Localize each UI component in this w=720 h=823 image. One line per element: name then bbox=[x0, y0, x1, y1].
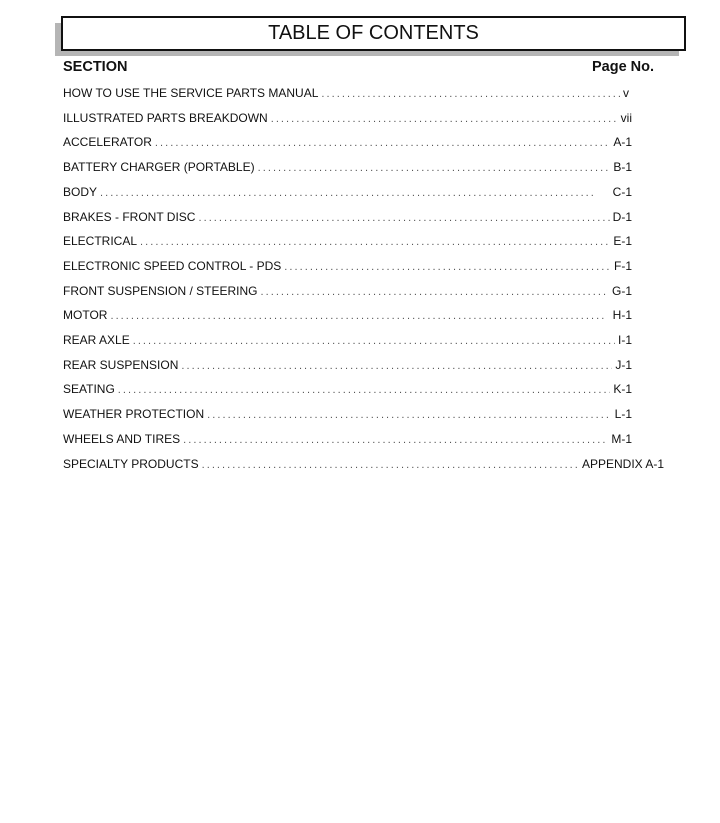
toc-entry-label: FRONT SUSPENSION / STEERING bbox=[63, 283, 258, 298]
toc-entry-label: ACCELERATOR bbox=[63, 135, 152, 150]
dot-leader bbox=[321, 88, 620, 100]
dot-leader bbox=[202, 459, 579, 471]
toc-entry[interactable] bbox=[63, 111, 632, 127]
page-no-header: Page No. bbox=[592, 59, 655, 75]
toc-entry-label: ELECTRONIC SPEED CONTROL - PDS bbox=[63, 258, 282, 273]
toc-entry-page: K-1 bbox=[613, 382, 632, 397]
toc-entry[interactable] bbox=[63, 284, 632, 300]
toc-entry[interactable] bbox=[63, 185, 632, 201]
dot-leader bbox=[198, 212, 609, 224]
toc-entry-label: REAR AXLE bbox=[63, 333, 130, 347]
toc-entry-page: APPENDIX A-1 bbox=[581, 456, 664, 471]
toc-entry[interactable] bbox=[63, 234, 632, 250]
toc-entry[interactable] bbox=[63, 86, 629, 102]
toc-entry-label: SPECIALTY PRODUCTS bbox=[63, 456, 199, 471]
toc-entry-page: E-1 bbox=[613, 234, 632, 249]
toc-entry-page: A-1 bbox=[613, 135, 632, 150]
toc-entry-label: BATTERY CHARGER (PORTABLE) bbox=[63, 160, 255, 175]
dot-leader bbox=[140, 236, 610, 248]
toc-entry-label: REAR SUSPENSION bbox=[63, 357, 179, 372]
dot-leader bbox=[271, 113, 618, 125]
dot-leader bbox=[155, 137, 610, 149]
toc-entry-label: HOW TO USE THE SERVICE PARTS MANUAL bbox=[63, 86, 319, 100]
toc-entry-label: WHEELS AND TIRES bbox=[63, 431, 181, 446]
toc-entry-page: H-1 bbox=[612, 308, 632, 323]
toc-entry-label: ELECTRICAL bbox=[63, 234, 138, 249]
toc-entry[interactable] bbox=[63, 358, 632, 374]
toc-entry-page: J-1 bbox=[615, 357, 632, 372]
toc-entry-page: I-1 bbox=[617, 333, 632, 347]
dot-leader bbox=[260, 286, 609, 298]
dot-leader bbox=[110, 310, 609, 322]
toc-entry-page: M-1 bbox=[611, 431, 632, 446]
dot-leader bbox=[207, 409, 612, 421]
toc-entry[interactable] bbox=[63, 135, 632, 151]
toc-entry[interactable] bbox=[63, 333, 632, 349]
toc-entry-page: G-1 bbox=[611, 283, 632, 298]
dot-leader bbox=[133, 335, 615, 347]
toc-entry-page: B-1 bbox=[613, 160, 632, 175]
dot-leader bbox=[181, 360, 612, 372]
toc-entry-page: vii bbox=[620, 110, 632, 125]
dot-leader bbox=[100, 187, 610, 199]
toc-entry[interactable] bbox=[63, 407, 632, 423]
toc-entry-label: MOTOR bbox=[63, 308, 108, 323]
toc-entry[interactable] bbox=[63, 382, 632, 398]
toc-entry-label: BRAKES - FRONT DISC bbox=[63, 209, 196, 224]
toc-entry-label: SEATING bbox=[63, 382, 115, 397]
toc-entry[interactable] bbox=[63, 308, 632, 324]
toc-entry[interactable] bbox=[63, 210, 632, 226]
toc-entry-page: v bbox=[623, 86, 629, 100]
toc-entry-label: WEATHER PROTECTION bbox=[63, 407, 205, 422]
toc-entry-label: ILLUSTRATED PARTS BREAKDOWN bbox=[63, 110, 268, 125]
toc-entry[interactable] bbox=[63, 259, 632, 275]
page-title: TABLE OF CONTENTS bbox=[61, 16, 686, 51]
dot-leader bbox=[183, 434, 608, 446]
section-header: SECTION bbox=[63, 59, 128, 75]
toc-entry[interactable] bbox=[63, 432, 632, 448]
toc-entry-page: F-1 bbox=[614, 258, 632, 273]
toc-entry-page: D-1 bbox=[612, 209, 632, 224]
dot-leader bbox=[258, 162, 611, 174]
toc-entry[interactable] bbox=[63, 457, 664, 473]
toc-entry[interactable] bbox=[63, 160, 632, 176]
toc-entry-page: C-1 bbox=[612, 184, 632, 199]
toc-entry-label: BODY bbox=[63, 184, 98, 199]
toc-entry-page: L-1 bbox=[614, 407, 632, 422]
dot-leader bbox=[118, 384, 611, 396]
dot-leader bbox=[284, 261, 611, 273]
